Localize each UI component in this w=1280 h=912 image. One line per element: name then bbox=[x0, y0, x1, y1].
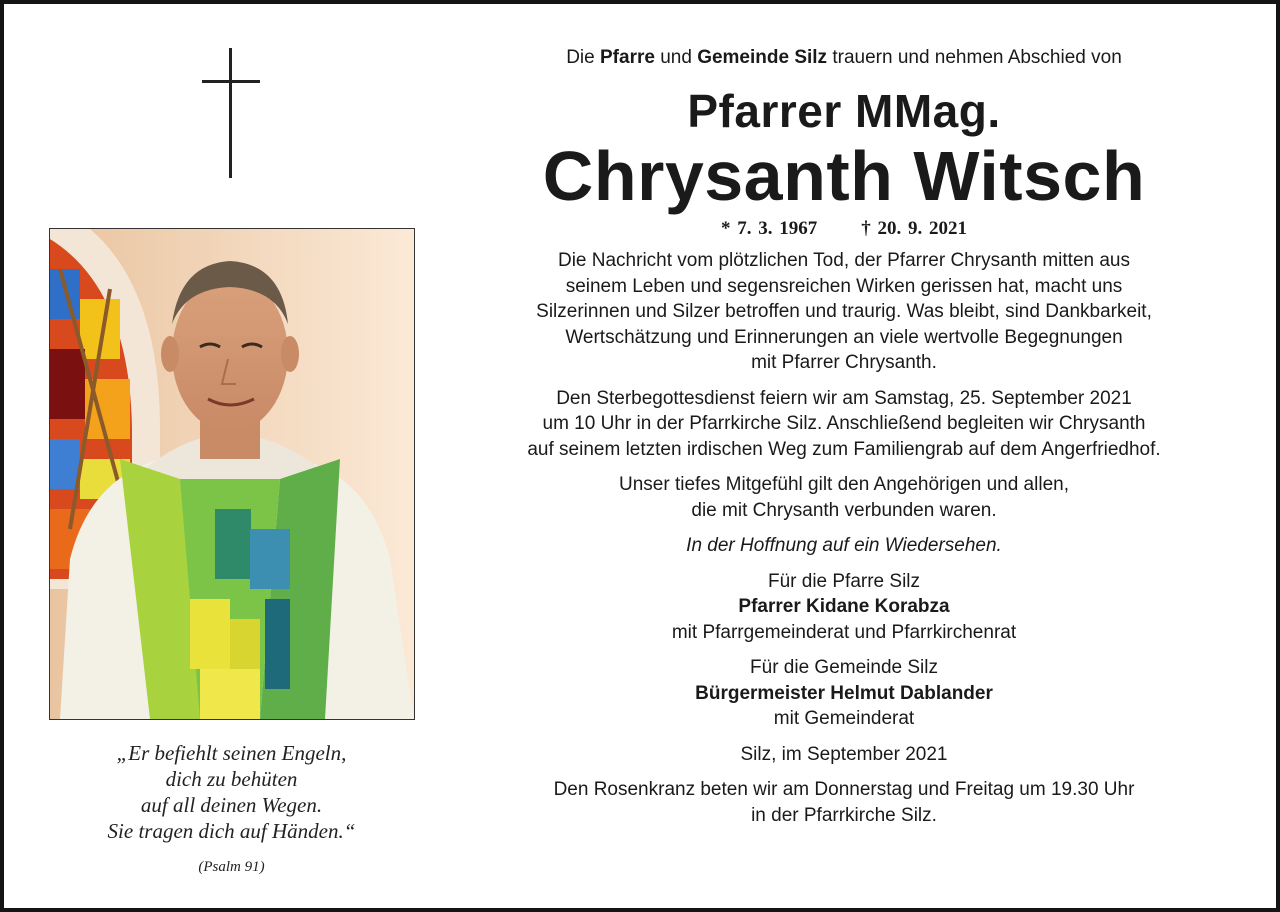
obituary-text bbox=[444, 44, 1244, 828]
intro-line bbox=[444, 44, 1244, 72]
cross-icon bbox=[202, 48, 260, 178]
birth-date: * 7. 3. 1967 bbox=[721, 218, 818, 239]
signature-name: Pfarrer Kidane Korabza bbox=[738, 596, 950, 617]
intro-gemeinde: Gemeinde Silz bbox=[697, 47, 828, 68]
psalm-line: Sie tragen dich auf Händen.“ bbox=[107, 819, 356, 843]
place-date: Silz, im September 2021 bbox=[740, 743, 948, 765]
intro-suffix: trauern und nehmen Abschied von bbox=[832, 47, 1122, 68]
psalm-line: auf all deinen Wegen. bbox=[140, 793, 323, 817]
life-dates bbox=[444, 218, 1244, 240]
signature-for: Für die Gemeinde Silz bbox=[750, 657, 938, 678]
death-date: † 20. 9. 2021 bbox=[861, 218, 967, 239]
hope-line: In der Hoffnung auf ein Wiedersehen. bbox=[686, 535, 1002, 556]
signature-for: Für die Pfarre Silz bbox=[767, 570, 921, 592]
signature-parish bbox=[444, 569, 1244, 646]
intro-pfarre: Pfarre bbox=[600, 47, 655, 68]
signature-name: Bürgermeister Helmut Dablander bbox=[695, 682, 993, 704]
intro-und: und bbox=[660, 47, 692, 68]
psalm-line: dich zu behüten bbox=[165, 767, 298, 791]
psalm-source: (Psalm 91) bbox=[198, 859, 265, 875]
deceased-title: Pfarrer MMag. bbox=[687, 85, 1001, 137]
rosary-info: Den Rosenkranz beten wir am Donnerstag und Freitag um 19.30 Uhr in der Pfarrkirche Silz. bbox=[553, 779, 1135, 826]
paragraph-news: Die Nachricht vom plötzlichen Tod, der Pfarrer Chrysanth mitten aus seinem Leben und segensreichen Wirken gerissen hat, macht uns Silzerinnen und Silzer betroffen und traurig. Was bleibt, sind Dankbarkeit, Wertschätzung und Erinnerungen an viele wertvolle Begegnungen mit Pfarrer Chrysanth. bbox=[536, 250, 1152, 373]
psalm-line: „Er befiehlt seinen Engeln, bbox=[116, 741, 347, 765]
psalm-quote bbox=[44, 740, 419, 880]
paragraph-funeral: Den Sterbegottesdienst feiern wir am Samstag, 25. September 2021 um 10 Uhr in der Pfarrkirche Silz. Anschließend begleiten wir Chrysanth auf seinem letzten irdischen Weg zum Familiengrab auf dem Angerfriedhof. bbox=[527, 387, 1161, 460]
portrait-photo bbox=[49, 228, 415, 720]
signature-municipality bbox=[444, 655, 1244, 732]
signature-with: mit Pfarrgemeinderat und Pfarrkirchenrat bbox=[671, 621, 1017, 643]
signature-with: mit Gemeinderat bbox=[773, 708, 915, 729]
deceased-name: Chrysanth Witsch bbox=[542, 137, 1146, 215]
intro-prefix: Die bbox=[566, 47, 595, 68]
paragraph-condolence: Unser tiefes Mitgefühl gilt den Angehörigen und allen, die mit Chrysanth verbunden waren. bbox=[619, 474, 1069, 521]
